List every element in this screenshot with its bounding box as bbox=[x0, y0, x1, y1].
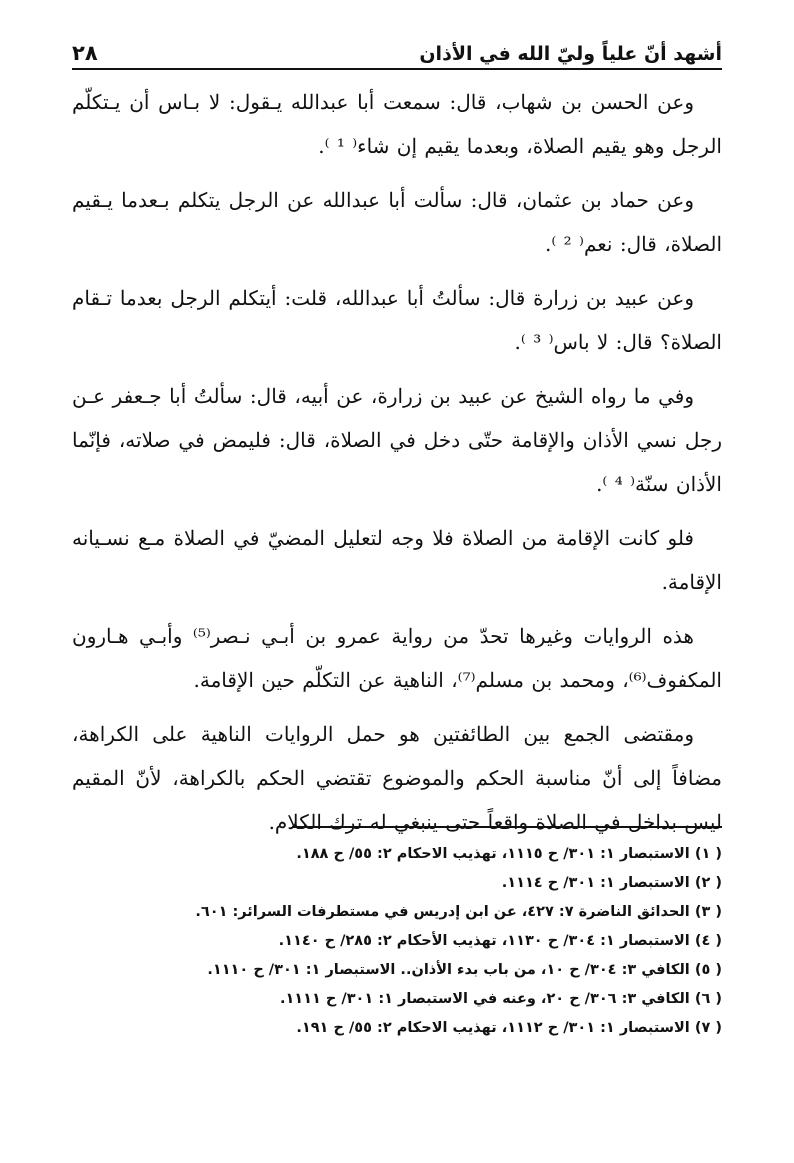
footnote-item: ( ٣) الحدائق الناضرة ٧: ٤٢٧، عن ابن إدريس في مستطرفات السرائر: ٦٠١. bbox=[195, 904, 722, 920]
footnote-item: ( ٦) الكافي ٣: ٣٠٦/ ح ٢٠، وعنه في الاستبصار ١: ٣٠١/ ح ١١١١. bbox=[279, 991, 722, 1007]
paragraph-ubayd-ibn-zurara: وعن عبيد بن زرارة قال: سألتُ أبا عبدالله، قلت: أيتكلم الرجل بعدما تـقام الصلاة؟ قال: لا باس⁽ ³ ⁾. bbox=[72, 286, 722, 354]
running-title: أشهد أنّ علياً وليّ الله في الأذان bbox=[419, 43, 722, 65]
footnote-list bbox=[72, 840, 722, 1043]
paragraph-hammad-ibn-uthman: وعن حماد بن عثمان، قال: سألت أبا عبدالله عن الرجل يتكلم بـعدما يـقيم الصلاة، قال: نعم⁽ ² ⁾. bbox=[72, 188, 722, 256]
paragraph-hasan-ibn-shihab: وعن الحسن بن شهاب، قال: سمعت أبا عبدالله يـقول: لا بـاس أن يـتكلّم الرجل وهو يقيم الصلاة، وبعدما يقيم إن شاء⁽ ¹ ⁾. bbox=[72, 90, 722, 158]
paragraph-iqama-argument: فلو كانت الإقامة من الصلاة فلا وجه لتعليل المضيّ في الصلاة مـع نسـيانه الإقامة. bbox=[72, 526, 722, 594]
footnote-divider bbox=[292, 826, 722, 828]
page-number: ٢٨ bbox=[72, 41, 98, 65]
footnote-item: ( ٥) الكافي ٣: ٣٠٤/ ح ١٠، من باب بدء الأذان.. الاستبصار ١: ٣٠١/ ح ١١١٠. bbox=[207, 962, 722, 978]
footnote-item: ( ٢) الاستبصار ١: ٣٠١/ ح ١١١٤. bbox=[501, 875, 722, 891]
page-header bbox=[72, 30, 722, 70]
paragraph-reconciliation: ومقتضى الجمع بين الطائفتين هو حمل الروايات الناهية على الكراهة، مضافاً إلى أنّ مناسبة الحكم والموضوع تقتضي الحكم بالكراهة، لأنّ المقيم ليس بداخل في الصلاة واقعاً حتى ينبغي له ترك الكلام. bbox=[72, 722, 722, 834]
footnote-item: ( ٤) الاستبصار ١: ٣٠٤/ ح ١١٣٠، تهذيب الأحكام ٢: ٢٨٥/ ح ١١٤٠. bbox=[278, 933, 722, 949]
footnote-item: ( ١) الاستبصار ١: ٣٠١/ ح ١١١٥، تهذيب الاحكام ٢: ٥٥/ ح ١٨٨. bbox=[296, 846, 722, 862]
footnote-item: ( ٧) الاستبصار ١: ٣٠١/ ح ١١١٢، تهذيب الاحكام ٢: ٥٥/ ح ١٩١. bbox=[296, 1020, 722, 1036]
paragraph-shaykh-narration: وفي ما رواه الشيخ عن عبيد بن زرارة، عن أبيه، قال: سألتُ أبا جـعفر عـن رجل نسي الأذان والإقامة حتّى دخل في الصلاة، قال: فليمض في صلاته، فإنّما الأذان سنّة⁽ ⁴ ⁾. bbox=[72, 384, 722, 496]
paragraph-restricting-narrations: هذه الروايات وغيرها تحدّ من رواية عمرو بن أبـي نـصر⁽⁵⁾ وأبـي هـارون المكفوف⁽⁶⁾، ومحمد بن مسلم⁽⁷⁾، الناهية عن التكلّم حين الإقامة. bbox=[72, 624, 722, 692]
body-text bbox=[72, 80, 722, 854]
